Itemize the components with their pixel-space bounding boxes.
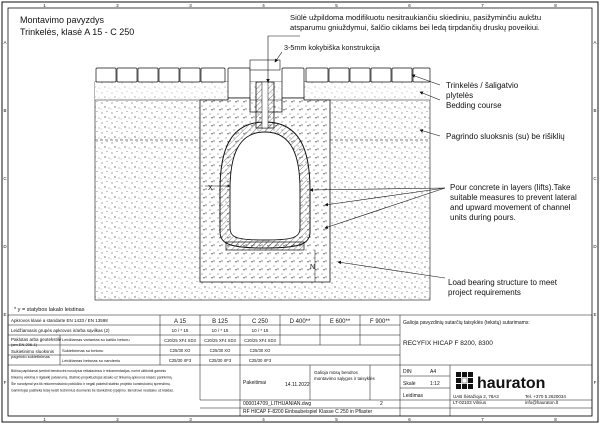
annotation-paving-1: Trinkelės / šaligatvio bbox=[446, 81, 519, 90]
table-header-label: Apkrovos klasė a standarte EN 1433 / EN 13598 bbox=[11, 318, 108, 323]
company-line-3: Tel. +370 5 2620034 bbox=[525, 394, 566, 399]
material-cell: C25/30 XF3 bbox=[168, 358, 192, 363]
row2-label: Sukietinimo sluoksnis bbox=[11, 349, 55, 354]
grid-column-label: 7 bbox=[481, 3, 484, 8]
scale-value: 1:12 bbox=[430, 381, 440, 387]
grid-column-label: 5 bbox=[335, 3, 338, 8]
grid-column-label: 1 bbox=[43, 3, 46, 8]
dimension-x-label: X bbox=[208, 185, 213, 192]
grid-row-label: E bbox=[3, 312, 7, 317]
company-line-4: info@hauraton.lt bbox=[525, 400, 559, 405]
grid-column-label: 8 bbox=[554, 3, 557, 8]
material-cell: C25/30 XF3 bbox=[208, 358, 232, 363]
annotation-base: Pagrindo sluoksnis (su) be rišiklių bbox=[446, 132, 565, 141]
annotation-paving-2: plytelės bbox=[446, 91, 474, 100]
grid-row-label: A bbox=[593, 40, 597, 45]
validity-line-1: Galioja mūsų bendros bbox=[314, 370, 358, 375]
annotation-sealant-2: atsparumu gniuždymui, šalčio ciklams bei ledą tirpdančių druskų poveikiui. bbox=[290, 23, 540, 32]
grid-column-label: 4 bbox=[262, 417, 265, 422]
footnote: * y = statybos lakalo leistinas bbox=[14, 307, 85, 313]
table-note-line: Būtina papildomai įvertinti bendrovės nurodytus reikalavimus ir rekomendacijas, norint užtikrinti gaminio bbox=[11, 369, 167, 373]
annotation-pour-3: and upward movement of channel bbox=[450, 203, 571, 212]
material-cell: C25/30 XF3 bbox=[248, 358, 272, 363]
channel-foot bbox=[226, 242, 304, 250]
grid-column-label: 1 bbox=[43, 417, 46, 422]
material-cell: C25/30 XO bbox=[169, 348, 191, 353]
annotation-load-1: Load bearing structure to meet bbox=[448, 278, 557, 287]
row1-sub: (cm EN 206-1) bbox=[11, 342, 38, 347]
table-note-line: tinkamą veikimą ir ilgalaikį patvarumą. Statinio projektuotojas atsako už tinkamą apkrovos klasės parinkimą. bbox=[11, 375, 173, 380]
release-date: 14.11.2022 bbox=[285, 382, 310, 388]
release-label: Pakeitimai bbox=[243, 380, 267, 386]
dimension-n-label: N bbox=[310, 264, 316, 271]
format-value: A4 bbox=[430, 369, 437, 375]
right-note: Galioja pavyzdinių sutarčių taisyklės (tekstų) sutarimams: bbox=[403, 320, 530, 326]
table-notes bbox=[11, 369, 174, 393]
annotation-sealant-1: Siūlė užpildoma modifikuotu nesitraukiančiu skiediniu, pasižyminčiu aukštu bbox=[290, 13, 542, 22]
format-label: DIN bbox=[403, 369, 412, 375]
xn-value-cell: 10 / * 15 bbox=[171, 328, 189, 333]
grid-column-label: 6 bbox=[408, 3, 411, 8]
row3-values bbox=[169, 358, 272, 363]
annotation-pour-1: Pour concrete in layers (lifts).Take bbox=[450, 183, 571, 192]
annotation-pour-2: suitable measures to prevent lateral bbox=[450, 193, 577, 202]
row1-values bbox=[164, 338, 276, 343]
grid-row-label: A bbox=[3, 40, 7, 45]
material-cell: C25/30 XO bbox=[249, 348, 271, 353]
load-class-cell: D 400** bbox=[289, 319, 311, 325]
grid-column-label: 8 bbox=[554, 417, 557, 422]
grid-row-label: B bbox=[593, 108, 597, 113]
grid-row-label: D bbox=[593, 244, 597, 249]
xn-value-cell: 10 / * 15 bbox=[211, 328, 229, 333]
grid-column-label: 7 bbox=[481, 417, 484, 422]
row2-desc: Sukietinimas su betonu bbox=[62, 348, 104, 353]
material-cell: C20/25 XF4 XD3 bbox=[244, 338, 276, 343]
drawing-number: 000014709_LITHUANIAN.dwg bbox=[243, 401, 312, 407]
validity-line-2: montavimo sąlygos ir taisyklės bbox=[314, 376, 375, 381]
grid-row-label: F bbox=[3, 380, 7, 385]
grid-row-label: F bbox=[593, 380, 597, 385]
revision-number: 2 bbox=[380, 401, 383, 407]
load-class-cell: A 15 bbox=[173, 319, 187, 325]
grid-column-label: 5 bbox=[335, 417, 338, 422]
load-class-row bbox=[174, 319, 391, 325]
row1-label: Paklotas arba geotekstilė bbox=[11, 337, 62, 342]
grid-row-label: B bbox=[3, 108, 7, 113]
hauraton-logo-icon bbox=[456, 372, 473, 389]
channel-cavity bbox=[230, 132, 300, 240]
material-cell: C25/30 XO bbox=[209, 348, 231, 353]
xn-value-row bbox=[172, 328, 269, 333]
row1-desc: Leidžiamas variantas su kaišio betonu bbox=[62, 337, 130, 342]
load-class-cell: B 125 bbox=[212, 319, 228, 325]
grid-row-label: D bbox=[3, 244, 7, 249]
row2-values bbox=[170, 348, 271, 353]
title-line-1: Montavimo pavyzdys bbox=[20, 15, 105, 25]
load-class-cell: E 600** bbox=[329, 319, 351, 325]
table-note-line: Šie nurodymai yra tik rekomendacinio pobūdžio ir negali pakeisti statinio projekto konstrukcinių sprendimų. bbox=[11, 382, 171, 386]
row2-sub: pagrindo sukietinimas bbox=[11, 354, 50, 359]
annotation-bedding: Bedding course bbox=[446, 101, 502, 110]
company-line-2: LT-02103 Vilnius bbox=[453, 400, 487, 405]
load-class-cell: F 900** bbox=[369, 319, 391, 325]
annotation-compression: 3-5mm kokybiška konstrukcija bbox=[284, 43, 380, 52]
grid-row-label: C bbox=[3, 176, 7, 181]
edition-label: Leidimas bbox=[403, 393, 424, 399]
table-note-line: Gamintojas pasilieka teisę keisti techninius duomenis be išankstinio įspėjimo. Bendrovė neatsako už klaidas. bbox=[11, 388, 174, 393]
grid-row-label: C bbox=[593, 176, 597, 181]
row3-desc: Leidžiamas betonas su vandeniu bbox=[62, 358, 121, 363]
table-header-label-2: Leidžiamasis grupės apkrovos ir/arba sąvilkas (2) bbox=[11, 328, 110, 333]
grid-column-label: 6 bbox=[408, 417, 411, 422]
grid-row-label: E bbox=[593, 312, 597, 317]
grid-column-label: 3 bbox=[189, 417, 192, 422]
annotation-load-2: project requirements bbox=[448, 288, 521, 297]
xn-value-cell: 10 / * 15 bbox=[251, 328, 269, 333]
grid-column-label: 3 bbox=[189, 3, 192, 8]
company-line-1: UAB Šėtažioja 2, 78A3 bbox=[453, 394, 499, 399]
grid-column-label: 2 bbox=[116, 417, 119, 422]
product-name: RECYFIX HICAP F 8200, 8300 bbox=[403, 340, 493, 347]
scale-label: Skalė bbox=[403, 381, 416, 387]
load-class-cell: C 250 bbox=[251, 319, 269, 325]
material-cell: C20/25 XF4 XD3 bbox=[204, 338, 236, 343]
grid-column-label: 2 bbox=[116, 3, 119, 8]
brand-logo-text: hauraton bbox=[477, 375, 546, 392]
annotation-pour-4: units during pours. bbox=[450, 213, 516, 222]
grid-column-label: 4 bbox=[262, 3, 265, 8]
title-line-2: Trinkelės, klasė A 15 - C 250 bbox=[20, 27, 135, 37]
material-cell: C20/25 XF4 XD3 bbox=[164, 338, 196, 343]
drawing-description: RF HICAP F-8200 Einbaubeispiel Klasse C 250 in Pflaster bbox=[243, 409, 373, 415]
